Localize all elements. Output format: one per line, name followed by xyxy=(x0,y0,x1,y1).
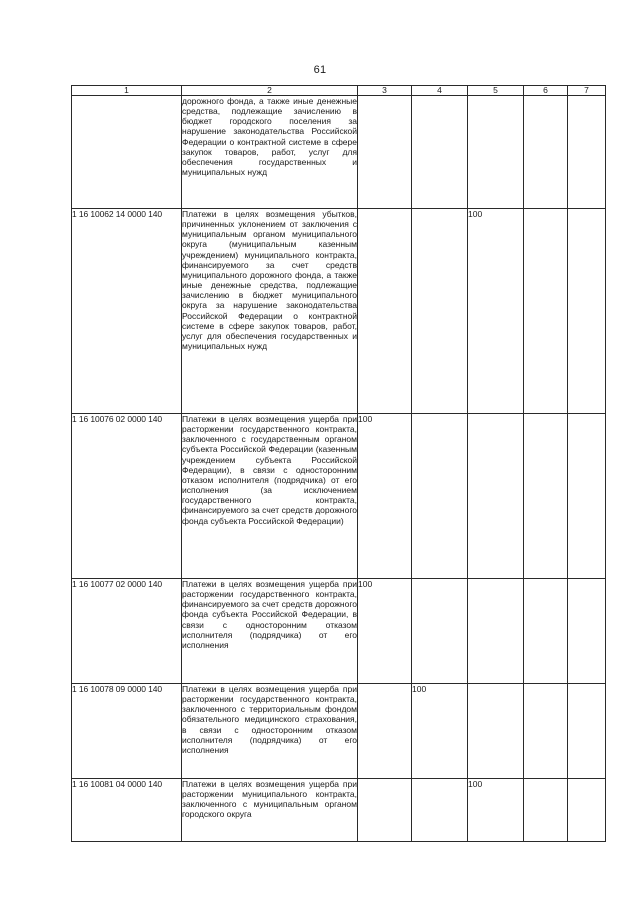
row-col-6 xyxy=(524,779,568,842)
table-header-row xyxy=(72,86,606,96)
row-col-7 xyxy=(568,779,606,842)
row-col-4 xyxy=(412,414,468,579)
row-col-6 xyxy=(524,579,568,684)
revenue-table xyxy=(71,85,606,842)
row-col-4: 100 xyxy=(412,684,468,779)
row-col-5 xyxy=(468,96,524,209)
page-number: 61 xyxy=(313,64,327,76)
row-col-3: 100 xyxy=(358,414,412,579)
header-col-5: 5 xyxy=(468,86,524,96)
row-col-7 xyxy=(568,579,606,684)
row-col-4 xyxy=(412,579,468,684)
row-code: 1 16 10077 02 0000 140 xyxy=(72,579,182,684)
row-col-5 xyxy=(468,414,524,579)
row-code xyxy=(72,96,182,209)
row-description: дорожного фонда, а также иные денежные средства, подлежащие зачислению в бюджет городского поселения за нарушение законодательства Российской Федерации о контрактной системе в сфере закупок товаров, работ, услуг для обеспечения государственных и муниципальных нужд xyxy=(182,96,358,209)
row-description: Платежи в целях возмещения ущерба при расторжении государственного контракта, финансируемого за счет средств дорожного фонда субъекта Российской Федерации, в связи с односторонним отказом исполнителя (подрядчика) от его исполнения xyxy=(182,579,358,684)
row-col-3 xyxy=(358,684,412,779)
row-code: 1 16 10076 02 0000 140 xyxy=(72,414,182,579)
row-col-5: 100 xyxy=(468,779,524,842)
row-col-7 xyxy=(568,209,606,414)
table-row xyxy=(72,209,606,414)
table-row xyxy=(72,96,606,209)
row-col-6 xyxy=(524,96,568,209)
header-col-4: 4 xyxy=(412,86,468,96)
row-col-3 xyxy=(358,96,412,209)
row-code: 1 16 10078 09 0000 140 xyxy=(72,684,182,779)
row-col-3 xyxy=(358,779,412,842)
header-col-6: 6 xyxy=(524,86,568,96)
row-col-6 xyxy=(524,209,568,414)
row-code: 1 16 10062 14 0000 140 xyxy=(72,209,182,414)
row-code: 1 16 10081 04 0000 140 xyxy=(72,779,182,842)
row-col-3: 100 xyxy=(358,579,412,684)
row-col-4 xyxy=(412,96,468,209)
table-row xyxy=(72,579,606,684)
row-description: Платежи в целях возмещения убытков, причиненных уклонением от заключения с муниципальным органом муниципального округа (муниципальным казенным учреждением) муниципального контракта, финансируемого за счет средств муниципального дорожного фонда, а также иные денежные средства, подлежащие зачислению в бюджет муниципального округа за нарушение законодательства Российской Федерации о контрактной системе в сфере закупок товаров, работ, услуг для обеспечения государственных и муниципальных нужд xyxy=(182,209,358,414)
row-description: Платежи в целях возмещения ущерба при расторжении государственного контракта, заключенного с государственным органом субъекта Российской Федерации (казенным учреждением субъекта Российской Федерации), в связи с односторонним отказом исполнителя (подрядчика) от его исполнения (за исключением государственного контракта, финансируемого за счет средств дорожного фонда субъекта Российской Федерации) xyxy=(182,414,358,579)
row-col-3 xyxy=(358,209,412,414)
header-col-7: 7 xyxy=(568,86,606,96)
row-col-5: 100 xyxy=(468,209,524,414)
row-col-6 xyxy=(524,684,568,779)
header-col-1: 1 xyxy=(72,86,182,96)
row-col-4 xyxy=(412,209,468,414)
row-col-7 xyxy=(568,684,606,779)
row-col-5 xyxy=(468,684,524,779)
row-description: Платежи в целях возмещения ущерба при расторжении государственного контракта, заключенного с территориальным фондом обязательного медицинского страхования, в связи с односторонним отказом исполнителя (подрядчика) от его исполнения xyxy=(182,684,358,779)
row-col-6 xyxy=(524,414,568,579)
table-row xyxy=(72,414,606,579)
table-row xyxy=(72,779,606,842)
row-col-4 xyxy=(412,779,468,842)
row-col-7 xyxy=(568,96,606,209)
row-col-7 xyxy=(568,414,606,579)
header-col-3: 3 xyxy=(358,86,412,96)
header-col-2: 2 xyxy=(182,86,358,96)
table-row xyxy=(72,684,606,779)
row-col-5 xyxy=(468,579,524,684)
row-description: Платежи в целях возмещения ущерба при расторжении муниципального контракта, заключенного с муниципальным органом городского округа xyxy=(182,779,358,842)
